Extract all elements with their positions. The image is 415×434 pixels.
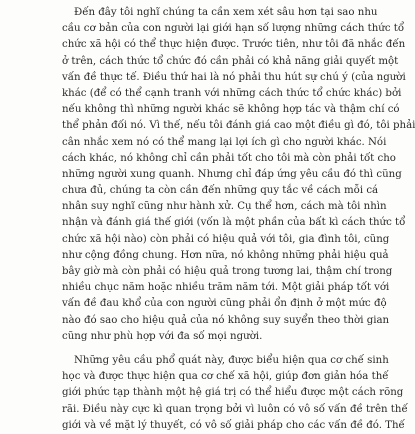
paragraph-spacer	[62, 345, 340, 353]
text-line: chức xã hội nào) còn phải có hiệu quả với tôi, gia đình tôi, cũng	[62, 233, 390, 245]
text-line: giới phức tạp thành một hệ giá trị có thể hiểu được một cách rõng	[62, 387, 404, 399]
text-line: cũng như phù hợp với đa số mọi người.	[62, 330, 263, 342]
text-line: rãi. Điều này cực kì quan trọng bởi vì luôn có vô số vấn đề trên thế	[62, 403, 408, 415]
text-line: khác (để có thể cạnh tranh với những cách thức tổ chức khác) bởi	[62, 87, 402, 99]
text-line: Những yêu cầu phổ quát này, được biểu hiện qua cơ chế sinh	[74, 354, 389, 366]
text-line: nếu không thì những người khác sẽ không hợp tác và thậm chí có	[62, 104, 400, 116]
text-line: những người xung quanh. Nhưng chỉ đáp ứng yêu cầu đó thì cũng	[62, 168, 402, 180]
text-line: nhiều chục năm hoặc nhiều trăm năm tới. Một giải pháp tốt với	[62, 282, 390, 294]
text-line: nào đó sao cho hiệu quả của nó không suy suyển theo thời gian	[62, 314, 390, 326]
text-line: vấn đề thực tế. Điều thứ hai là nó phải thu hút sự chú ý (của người	[62, 71, 406, 83]
paragraph-2	[62, 353, 408, 434]
text-line: thể phản đối nó. Vì thế, nếu tôi đánh giá cao một điều gì đó, tôi phải	[62, 120, 415, 132]
paragraph-1	[62, 5, 415, 345]
text-line: vấn đề đau khổ của con người cũng phải ổn định ở một mức độ	[62, 298, 387, 310]
text-line: bây giờ mà còn phải có hiệu quả trong tương lai, thậm chí trong	[62, 266, 393, 277]
text-line: cách khác, nó không chỉ cần phải tốt cho tôi mà còn phải tốt cho	[62, 152, 396, 164]
text-line: chức xã hội có thể thực hiện được. Trước tiên, như tôi đã nhắc đến	[62, 39, 406, 51]
text-line: học và được thực hiện qua cơ chế xã hội, giúp đơn giản hóa thế	[62, 371, 389, 383]
text-line: cân nhắc xem nó có thể mang lại lợi ích gì cho người khác. Nói	[62, 136, 387, 148]
text-line: giới và về mặt lý thuyết, có vô số giải pháp cho các vấn đề đó. Thế	[62, 419, 405, 431]
text-line: chưa đủ, chúng ta còn cần đến những quy tắc về cách mỗi cá	[62, 185, 379, 197]
text-line: ở trên, cách thức tổ chức đó cần phải có khả năng giải quyết một	[62, 55, 399, 67]
text-line: cầu cơ bản của con người lại giới hạn số lượng những cách thức tổ	[62, 23, 405, 35]
text-line: Đến đây tôi nghĩ chúng ta cần xem xét sâu hơn tại sao nhu	[74, 7, 378, 18]
text-line: nhận và đánh giá thế giới (vốn là một phần của bất kì cách thức tổ	[62, 217, 406, 229]
text-line: như cộng đồng chung. Hơn nữa, nó không những phải hiệu quả	[62, 249, 389, 261]
text-line: nhân suy nghĩ cũng như hành xử. Cụ thể hơn, cách mà tôi nhìn	[62, 201, 387, 213]
body-text	[62, 5, 415, 434]
